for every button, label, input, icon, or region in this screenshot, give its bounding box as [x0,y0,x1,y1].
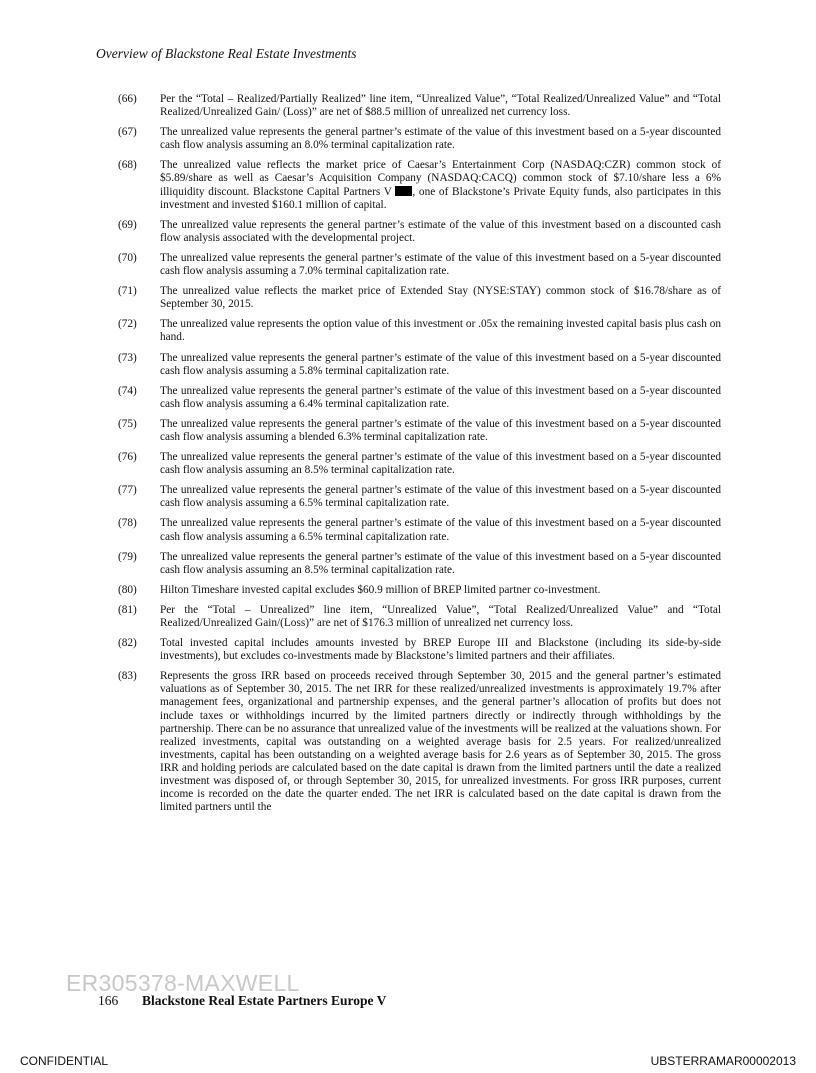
footnote-text: The unrealized value represents the general partner’s estimate of the value of this investment based on a 5-year discounted cash flow analysis assuming a 7.0% terminal capitalization rate. [160,251,721,278]
footnote-text: Per the “Total – Unrealized” line item, “Unrealized Value”, “Total Realized/Unrealized Value” and “Total Realized/Unrealized Gain/(Loss)” are net of $176.3 million of unrealized net currency loss. [160,603,721,629]
footnote-text: The unrealized value represents the general partner’s estimate of the value of this investment based on a discounted cash flow analysis associated with the developmental project. [160,218,721,244]
footnote-text: The unrealized value represents the general partner’s estimate of the value of this investment based on a 5-year discounted cash flow analysis assuming a blended 6.3% terminal capitalization rate. [160,417,721,443]
footnote-text: Hilton Timeshare invested capital excludes $60.9 million of BREP limited partner co-investment. [160,583,601,596]
footnote-text: Per the “Total – Realized/Partially Realized” line item, “Unrealized Value”, “Total Realized/Unrealized Value” and “Total Realized/Unrealized Gain/ (Loss)” are net of $88.5 million of unrealized net currency loss. [160,93,721,119]
footnote-number: (80) [118,583,137,596]
footnote-number: (78) [118,517,137,530]
footnote-70 [118,252,721,278]
footnote-76 [118,451,721,477]
footnote-number: (71) [118,285,137,298]
footnote-73 [118,352,721,378]
footnote-text: The unrealized value represents the general partner’s estimate of the value of this investment based on a 5-year discounted cash flow analysis assuming an 8.5% terminal capitalization rate. [160,451,721,477]
footnote-number: (66) [118,93,137,105]
footnote-text: The unrealized value represents the general partner’s estimate of the value of this investment based on a 5-year discounted cash flow analysis assuming a 6.4% terminal capitalization rate. [160,384,721,410]
footnote-number: (72) [118,318,137,331]
footnote-number: (69) [118,218,137,231]
footnote-80 [118,584,721,597]
footnote-number: (79) [118,550,137,563]
footnote-83 [118,670,721,814]
footnote-77 [118,484,721,510]
footnote-text [160,159,721,211]
footnote-66 [118,93,721,119]
page-number: 166 [98,993,119,1008]
page-footer [98,993,386,1009]
footer-title: Blackstone Real Estate Partners Europe V [142,993,387,1008]
footnote-list [118,93,721,821]
watermark: ER305378-MAXWELL [66,970,300,996]
footnote-number: (83) [118,670,137,683]
footnote-68 [118,159,721,211]
footnote-text: The unrealized value represents the general partner’s estimate of the value of this investment based on a 5-year discounted cash flow analysis assuming an 8.5% terminal capitalization rate. [160,550,721,576]
footnote-number: (81) [118,603,137,616]
footnote-text: Total invested capital includes amounts invested by BREP Europe III and Blackstone (including its side-by-side investments), but excludes co-investments made by Blackstone’s limited partners and their affiliates. [160,637,721,663]
footnote-67 [118,126,721,152]
footnote-number: (75) [118,417,137,430]
footnote-text: The unrealized value represents the option value of this investment or .05x the remaining invested capital basis plus cash on hand. [160,318,721,344]
footnote-number: (70) [118,251,137,264]
footnote-71 [118,285,721,311]
footnote-79 [118,551,721,577]
footnote-78 [118,517,721,543]
footnote-number: (82) [118,637,137,650]
footnote-number: (77) [118,484,137,497]
footnote-text: Represents the gross IRR based on proceeds received through September 30, 2015 and the general partner’s estimated valuations as of September 30, 2015. The net IRR for these realized/unrealized investments is approximately 19.7% after management fees, organizational and partnership expenses, and the general partner’s allocation of profits but does not include taxes or withholdings incurred by the limited partners directly or indirectly through withholdings by the partnership. There can be no assurance that unrealized value of the investments will be realized at the valuations shown. For realized investments, capital was outstanding on a weighted average basis for 2.5 years. For realized/unrealized investments, capital has been outstanding on a weighted average basis for 2.6 years as of September 30, 2015. The gross IRR and holding periods are calculated based on the date capital is drawn from the limited partners until the date a realized investment was disposed of, or through September 30, 2015, for unrealized investments. For gross IRR purposes, current income is recorded on the date the quarter ended. The net IRR is calculated based on the date capital is drawn from the limited partners until the [160,670,721,814]
footnote-74 [118,385,721,411]
footnote-75 [118,418,721,444]
footnote-text: The unrealized value represents the general partner’s estimate of the value of this investment based on a 5-year discounted cash flow analysis assuming an 8.0% terminal capitalization rate. [160,126,721,152]
footnote-number: (73) [118,351,137,364]
footnote-82 [118,637,721,663]
footnote-number: (68) [118,159,137,172]
redaction-block [395,186,412,196]
footnote-text: The unrealized value represents the general partner’s estimate of the value of this investment based on a 5-year discounted cash flow analysis assuming a 6.5% terminal capitalization rate. [160,484,721,510]
footnote-72 [118,318,721,344]
footnote-text-part: , one of Blackstone’s Private Equity funds, also participates in this investment and invested $160.1 million of capital. [160,185,722,211]
footnote-number: (74) [118,384,137,397]
footnote-number: (76) [118,451,137,464]
footnote-text: The unrealized value represents the general partner’s estimate of the value of this investment based on a 5-year discounted cash flow analysis assuming a 5.8% terminal capitalization rate. [160,351,721,377]
footnote-69 [118,219,721,245]
footnote-number: (67) [118,126,137,139]
page-header: Overview of Blackstone Real Estate Investments [96,46,357,61]
footnote-text: The unrealized value reflects the market price of Extended Stay (NYSE:STAY) common stock of $16.78/share as of September 30, 2015. [160,285,721,311]
bates-number: UBSTERRAMAR00002013 [650,1054,796,1068]
footnote-text-part: The unrealized value reflects the market price of Caesar’s Entertainment Corp (NASDAQ:CZR) common stock of $5.89/share as well as Caesar’s Acquisition Company (NASDAQ:CACQ) common stock of $7.10/share less a 6% illiquidity discount. Blackstone Capital Partners V [160,159,721,198]
confidential-label: CONFIDENTIAL [20,1054,109,1068]
footnote-text: The unrealized value represents the general partner’s estimate of the value of this investment based on a 5-year discounted cash flow analysis assuming a 6.5% terminal capitalization rate. [160,517,721,543]
footnote-81 [118,604,721,630]
